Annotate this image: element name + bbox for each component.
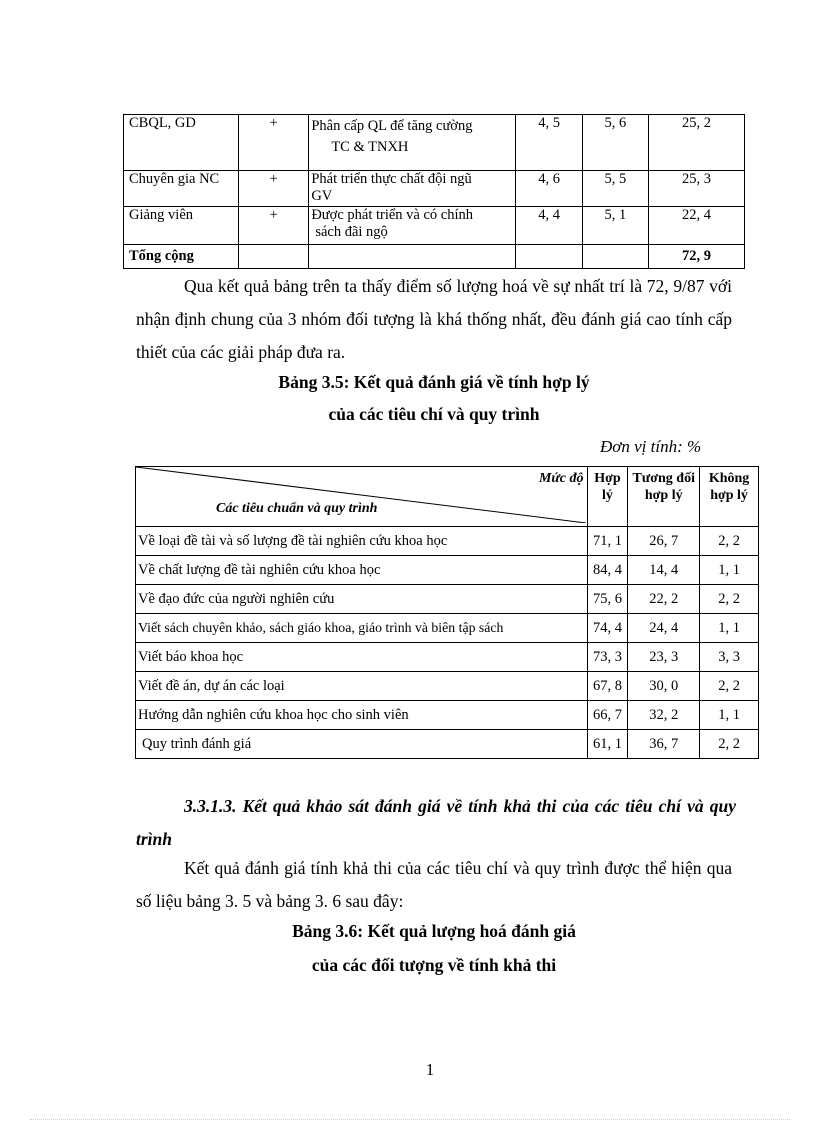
total-value: 72, 9	[648, 245, 744, 269]
value-cell: 75, 6	[587, 585, 628, 614]
value-cell: 22, 2	[628, 585, 700, 614]
level-header: Mức độ	[538, 471, 584, 486]
value-cell: 1, 1	[700, 556, 759, 585]
value-cell: 73, 3	[587, 643, 628, 672]
group-cell: Giảng viên	[124, 207, 239, 245]
total-label: Tổng cộng	[124, 245, 239, 269]
group-cell: Chuyên gia NC	[124, 171, 239, 207]
page-divider	[30, 1119, 790, 1120]
mark-cell: +	[239, 171, 309, 207]
column-header: Hợp lý	[587, 467, 628, 527]
value-cell: 1, 1	[700, 701, 759, 730]
value-cell: 71, 1	[587, 527, 628, 556]
value-cell: 14, 4	[628, 556, 700, 585]
value-cell: 25, 2	[648, 115, 744, 171]
value-cell: 32, 2	[628, 701, 700, 730]
value-cell: 36, 7	[628, 730, 700, 759]
empty-cell	[582, 245, 648, 269]
table-row	[136, 643, 759, 672]
item-line: GV	[311, 188, 333, 204]
total-row	[124, 245, 745, 269]
item-line: sách đãi ngộ	[315, 224, 388, 240]
criteria-header: Các tiêu chuẩn và quy trình	[216, 501, 378, 516]
item-line: Phân cấp QL để tăng cường	[311, 118, 473, 134]
value-cell: 26, 7	[628, 527, 700, 556]
table-title: Bảng 3.6: Kết quả lượng hoá đánh giá	[292, 921, 576, 941]
empty-cell	[309, 245, 516, 269]
value-cell: 5, 1	[582, 207, 648, 245]
item-cell	[309, 171, 516, 207]
item-line: Được phát triển và có chính	[311, 207, 474, 223]
value-cell: 4, 6	[516, 171, 582, 207]
table-row	[136, 614, 759, 643]
value-cell: 23, 3	[628, 643, 700, 672]
paragraph: Qua kết quả bảng trên ta thấy điểm số lượng hoá về sự nhất trí là 72, 9/87 với nhận định chung của 3 nhóm đối tượng là khá thống nhất, đều đánh giá cao tính cấp thiết của các giải pháp đưa ra.	[136, 276, 732, 362]
table-row	[136, 701, 759, 730]
value-cell: 67, 8	[587, 672, 628, 701]
value-cell: 66, 7	[587, 701, 628, 730]
value-cell: 2, 2	[700, 672, 759, 701]
column-header: Tương đối hợp lý	[628, 467, 700, 527]
section-heading: 3.3.1.3. Kết quả khảo sát đánh giá về tính khả thi của các tiêu chí và quy trình	[136, 796, 736, 849]
paragraph: Kết quả đánh giá tính khả thi của các tiêu chí và quy trình được thể hiện qua số liệu bảng 3. 5 và bảng 3. 6 sau đây:	[136, 858, 732, 911]
table-title: của các đối tượng về tính khả thi	[311, 955, 557, 975]
consensus-table	[123, 114, 745, 269]
unit-label: Đơn vị tính: %	[600, 437, 702, 456]
table-row	[136, 527, 759, 556]
table-row	[124, 207, 745, 245]
criteria-cell: Viết sách chuyên khảo, sách giáo khoa, giáo trình và biên tập sách	[136, 614, 588, 643]
value-cell: 25, 3	[648, 171, 744, 207]
value-cell: 2, 2	[700, 527, 759, 556]
table-title: Bảng 3.5: Kết quả đánh giá về tính hợp lý	[278, 372, 590, 392]
table-row	[124, 171, 745, 207]
value-cell: 4, 4	[516, 207, 582, 245]
value-cell: 5, 6	[582, 115, 648, 171]
value-cell: 2, 2	[700, 585, 759, 614]
value-cell: 84, 4	[587, 556, 628, 585]
mark-cell: +	[239, 207, 309, 245]
value-cell: 61, 1	[587, 730, 628, 759]
table-title: của các tiêu chí và quy trình	[328, 404, 540, 424]
table-row	[136, 672, 759, 701]
value-cell: 30, 0	[628, 672, 700, 701]
table-row	[136, 730, 759, 759]
value-cell: 2, 2	[700, 730, 759, 759]
rationality-table	[135, 466, 759, 759]
criteria-cell: Về chất lượng đề tài nghiên cứu khoa học	[136, 556, 588, 585]
criteria-cell: Về loại đề tài và số lượng đề tài nghiên cứu khoa học	[136, 527, 588, 556]
page-number: 1	[425, 1060, 435, 1079]
item-cell	[309, 115, 516, 171]
value-cell: 3, 3	[700, 643, 759, 672]
group-cell: CBQL, GD	[124, 115, 239, 171]
table-row	[136, 585, 759, 614]
value-cell: 74, 4	[587, 614, 628, 643]
item-line: TC & TNXH	[331, 139, 409, 155]
value-cell: 1, 1	[700, 614, 759, 643]
item-cell	[309, 207, 516, 245]
criteria-cell: Viết đề án, dự án các loại	[136, 672, 588, 701]
empty-cell	[516, 245, 582, 269]
item-line: Phát triển thực chất đội ngũ	[311, 171, 472, 187]
value-cell: 24, 4	[628, 614, 700, 643]
empty-cell	[239, 245, 309, 269]
criteria-cell: Viết báo khoa học	[136, 643, 588, 672]
mark-cell: +	[239, 115, 309, 171]
criteria-cell: Hướng dẫn nghiên cứu khoa học cho sinh viên	[136, 701, 588, 730]
value-cell: 22, 4	[648, 207, 744, 245]
diagonal-header-cell	[136, 467, 588, 527]
table-row	[136, 556, 759, 585]
value-cell: 5, 5	[582, 171, 648, 207]
criteria-cell: Quy trình đánh giá	[136, 730, 588, 759]
criteria-cell: Về đạo đức của người nghiên cứu	[136, 585, 588, 614]
column-header: Không hợp lý	[700, 467, 759, 527]
header-row	[136, 467, 759, 527]
table-row	[124, 115, 745, 171]
value-cell: 4, 5	[516, 115, 582, 171]
